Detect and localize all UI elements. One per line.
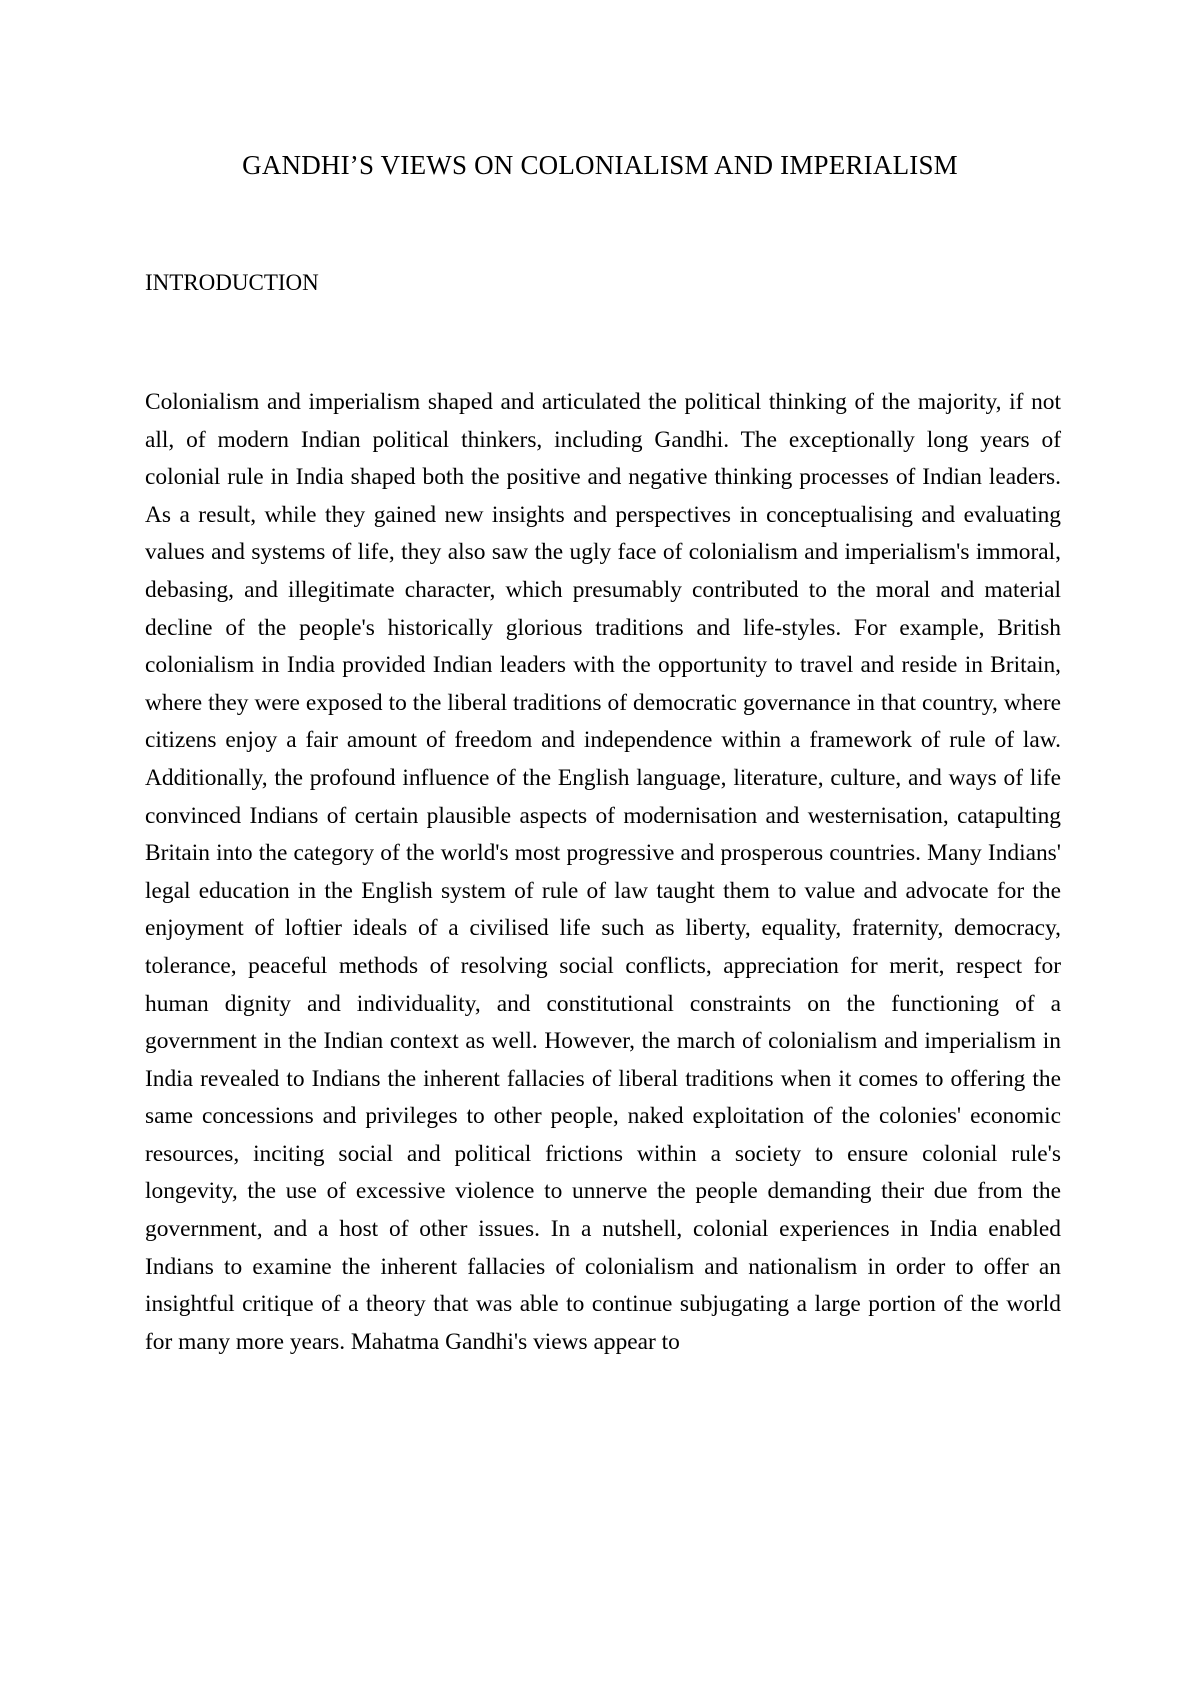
section-heading: INTRODUCTION bbox=[145, 270, 319, 295]
body-paragraph: Colonialism and imperialism shaped and articulated the political thinking of the majority, if not all, of modern Indian political thinkers, including Gandhi. The exceptionally long years of colonial rule in India shaped both the positive and negative thinking processes of Indian leaders. As a result, while they gained new insights and perspectives in conceptualising and evaluating values and systems of life, they also saw the ugly face of colonialism and imperialism's immoral, debasing, and illegitimate character, which presumably contributed to the moral and material decline of the people's historically glorious traditions and life-styles. For example, British colonialism in India provided Indian leaders with the opportunity to travel and reside in Britain, where they were exposed to the liberal traditions of democratic governance in that country, where citizens enjoy a fair amount of freedom and independence within a framework of rule of law. Additionally, the profound influence of the English language, literature, culture, and ways of life convinced Indians of certain plausible aspects of modernisation and westernisation, catapulting Britain into the category of the world's most progressive and prosperous countries. Many Indians' legal education in the English system of rule of law taught them to value and advocate for the enjoyment of loftier ideals of a civilised life such as liberty, equality, fraternity, democracy, tolerance, peaceful methods of resolving social conflicts, appreciation for merit, respect for human dignity and individuality, and constitutional constraints on the functioning of a government in the Indian context as well. However, the march of colonialism and imperialism in India revealed to Indians the inherent fallacies of liberal traditions when it comes to offering the same concessions and privileges to other people, naked exploitation of the colonies' economic resources, inciting social and political frictions within a society to ensure colonial rule's longevity, the use of excessive violence to unnerve the people demanding their due from the government, and a host of other issues. In a nutshell, colonial experiences in India enabled Indians to examine the inherent fallacies of colonialism and nationalism in order to offer an insightful critique of a theory that was able to continue subjugating a large portion of the world for many more years. Mahatma Gandhi's views appear to bbox=[145, 389, 1061, 1355]
document-title: GANDHI’S VIEWS ON COLONIALISM AND IMPERIALISM bbox=[242, 150, 958, 180]
